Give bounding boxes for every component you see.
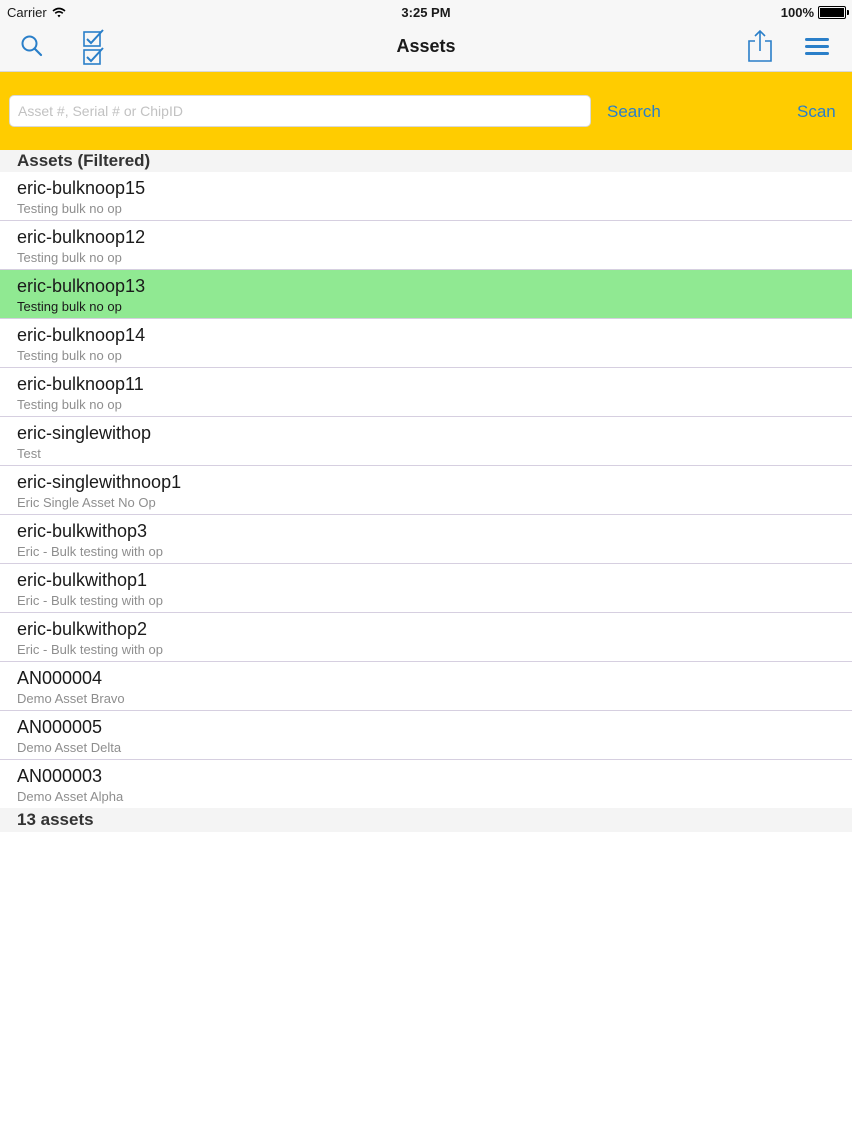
asset-row[interactable] [0,662,852,711]
section-header [0,150,852,172]
asset-description: Eric - Bulk testing with op [17,544,163,559]
asset-description: Eric - Bulk testing with op [17,642,163,657]
asset-description: Testing bulk no op [17,348,122,363]
asset-description: Testing bulk no op [17,201,122,216]
asset-row[interactable] [0,417,852,466]
asset-description: Testing bulk no op [17,397,122,412]
asset-name: AN000004 [17,668,103,688]
battery-icon [818,6,846,19]
asset-list [0,172,852,809]
asset-name: eric-bulknoop14 [17,325,146,345]
asset-name: eric-singlewithnoop1 [17,472,182,492]
asset-row[interactable] [0,368,852,417]
asset-description: Demo Asset Alpha [17,789,124,804]
asset-row[interactable] [0,760,852,809]
asset-name: eric-bulkwithop2 [17,619,148,639]
section-header-label: Assets (Filtered) [17,151,151,170]
nav-bar [0,24,852,72]
asset-name: eric-singlewithop [17,423,152,443]
asset-name: eric-bulkwithop1 [17,570,148,590]
status-bar [0,0,852,24]
asset-name: eric-bulkwithop3 [17,521,148,541]
asset-row[interactable] [0,711,852,760]
scan-button[interactable]: Scan [797,102,836,121]
asset-name: AN000003 [17,766,103,786]
list-footer [0,808,852,832]
asset-description: Demo Asset Bravo [17,691,125,706]
search-input[interactable] [9,95,591,127]
asset-description: Eric Single Asset No Op [17,495,156,510]
asset-description: Demo Asset Delta [17,740,122,755]
asset-description: Test [17,446,41,461]
search-button[interactable]: Search [607,102,661,121]
asset-name: AN000005 [17,717,103,737]
asset-name: eric-bulknoop13 [17,276,146,296]
carrier-label: Carrier [7,5,47,20]
asset-description: Testing bulk no op [17,250,122,265]
asset-row[interactable] [0,613,852,662]
asset-row[interactable] [0,319,852,368]
asset-row[interactable] [0,466,852,515]
battery-percent: 100% [780,5,814,20]
asset-count: 13 assets [17,810,94,829]
asset-name: eric-bulknoop12 [17,227,146,247]
page-title: Assets [396,36,456,56]
share-icon[interactable] [747,29,773,63]
asset-name: eric-bulknoop11 [17,374,144,394]
menu-icon[interactable] [804,37,830,57]
asset-row[interactable] [0,172,852,221]
asset-row[interactable] [0,564,852,613]
asset-row-selected[interactable] [0,270,852,319]
status-time: 3:25 PM [401,5,451,20]
status-right [781,5,846,20]
asset-description: Testing bulk no op [17,299,122,314]
search-bar [0,72,852,150]
asset-description: Eric - Bulk testing with op [17,593,163,608]
asset-row[interactable] [0,221,852,270]
asset-name: eric-bulknoop15 [17,178,146,198]
asset-row[interactable] [0,515,852,564]
